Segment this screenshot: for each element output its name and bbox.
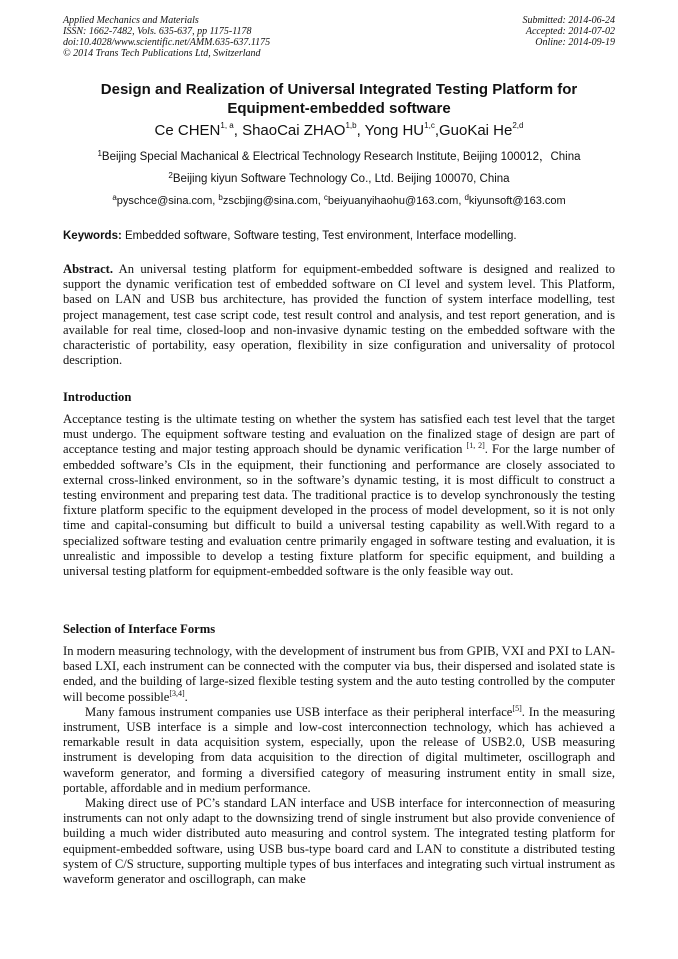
- email-sup: b: [218, 193, 223, 202]
- affiliation-text: Beijing Special Machanical & Electrical Technology Research Institute, Beijing 100012，China: [101, 151, 581, 163]
- author-sup: 2,d: [512, 121, 524, 130]
- paragraph-text: In modern measuring technology, with the development of instrument bus from GPIB, VXI and PXI to LAN-based LXI, each instrument can be connected with the computer via bus, their dispersed and isolated state is ended, and the building of large-sized flexible testing system and the auto testing controlled by the computer will become possible: [63, 644, 615, 704]
- affiliation-1: [63, 150, 615, 164]
- keywords-label: Keywords:: [63, 230, 122, 242]
- journal-issn: ISSN: 1662-7482, Vols. 635-637, pp 1175-1178: [63, 26, 252, 37]
- author-name: Ce CHEN: [154, 122, 221, 139]
- author-name: Yong HU: [364, 122, 425, 139]
- affiliation-sup: 2: [168, 171, 173, 180]
- email-sup: d: [464, 193, 469, 202]
- citation: [1, 2]: [466, 441, 485, 451]
- keywords: [63, 229, 615, 243]
- paragraph-text: . In the measuring instrument, USB interface is a simple and low-cost interconnection technology, which has achieved a remarkable result in data acquisition system, especially, upon the release of USB2.0, USB measuring instrument is developing from data acquisition to the direction of digital multimeter, oscillograph and waveform generator, and forming a diversified category of measuring instrument entity in small size, portable, affordable and in medium performance.: [63, 704, 615, 795]
- email-text: zscbjing@sina.com,: [222, 195, 324, 207]
- paper-title: Design and Realization of Universal Integrated Testing Platform for Equipment-embedded software: [100, 81, 578, 117]
- online-date: Online: 2014-09-19: [535, 37, 615, 48]
- selection-heading: Selection of Interface Forms: [63, 622, 216, 636]
- email-text: pyschce@sina.com,: [116, 195, 219, 207]
- author-sup: 1, a: [220, 121, 234, 130]
- paragraph-text: . For the large number of embedded software’s CIs in the equipment, their functioning and performance are closely associated to external cross-linked environment, so in the software’s dynamic testing, it is most difficult to construct a testing environment and preparing test data. The traditional practice is to develop synchronously the testing fixture platform specific to the equipment developed in the process of model development, so it is not only time and capital-consuming but difficult to build a universal testing capability as well.With regard to a specialized software testing and evaluation centre primarily engaged in software testing and evaluation, it is unrealistic and impossible to develop a testing fixture platform for specific equipment, and building a universal testing platform for equipment-embedded software is the only feasible way out.: [63, 442, 615, 579]
- email-text: kiyunsoft@163.com: [468, 195, 566, 207]
- introduction-heading: Introduction: [63, 390, 132, 404]
- email-sup: a: [112, 193, 117, 202]
- keywords-text: Embedded software, Software testing, Test environment, Interface modelling.: [121, 230, 517, 242]
- author-emails: [63, 194, 615, 208]
- accepted-date: Accepted: 2014-07-02: [525, 26, 615, 37]
- abstract-label: Abstract.: [63, 262, 114, 276]
- author-sup: 1,c: [424, 121, 435, 130]
- author-sup: 1,b: [345, 121, 357, 130]
- email-sup: c: [323, 193, 328, 202]
- abstract: [63, 262, 615, 368]
- abstract-text: An universal testing platform for equipment-embedded software is designed and realized to support the dynamic verification test of embedded software on CI level and system level. This Platform, based on LAN and USB bus architecture, has provided the function of system interface modelling, test project management, test case script code, test result control and analysis, and test report generation, and is available for real time, closed-loop and non-invasive dynamic testing on the embedded software with the characteristic of portability, easy operation, flexibility in size configuration and universality of protocol description.: [63, 262, 615, 368]
- email-text: beiyuanyihaohu@163.com,: [327, 195, 465, 207]
- paragraph: Making direct use of PC’s standard LAN interface and USB interface for interconnection of measuring instruments can not only adapt to the downsizing trend of single instrument but also provide convenience of building a much wider distributed auto measuring and control system. The integrated testing platform for equipment-embedded software, using USB bus-type board card and LAN to constitute a distributed testing system of C/S structure, supporting multiple types of bus interfaces and integrating such virtual instrument as waveform generator and oscillograph, can make: [63, 796, 615, 887]
- citation: [5]: [512, 703, 522, 713]
- introduction-body: [63, 412, 615, 579]
- publication-dates: [523, 15, 616, 48]
- paragraph-text: Acceptance testing is the ultimate testing on whether the system has satisfied each test level that the target must undergo. The equipment software testing and evaluation on the finalized stage of design are part of acceptance testing and major testing approach should be dynamic verification: [63, 412, 615, 457]
- affiliation-sup: 1: [97, 149, 102, 158]
- citation: [3,4]: [169, 688, 185, 698]
- affiliation-2: [63, 172, 615, 186]
- paragraph: [63, 412, 615, 579]
- journal-name: Applied Mechanics and Materials: [63, 15, 199, 26]
- author-list: Ce CHEN$^{1, a}$, ShaoCai ZHAO$^{1,b}$, Yong HU$^{1,c}$,GuoKai He$^{2,d}$: [154, 121, 524, 139]
- journal-info: [63, 15, 270, 59]
- paragraph: [63, 644, 615, 705]
- journal-doi: doi:10.4028/www.scientific.net/AMM.635-637.1175: [63, 37, 271, 48]
- paragraph-text: Many famous instrument companies use USB interface as their peripheral interface: [85, 704, 513, 719]
- submitted-date: Submitted: 2014-06-24: [522, 15, 615, 26]
- paragraph-text: .: [184, 689, 188, 704]
- author-name: GuoKai He: [438, 122, 513, 139]
- paragraph: [63, 705, 615, 796]
- journal-copyright: © 2014 Trans Tech Publications Ltd, Switzerland: [63, 48, 261, 59]
- affiliation-text: Beijing kiyun Software Technology Co., Ltd. Beijing 100070, China: [172, 173, 510, 185]
- selection-body: [63, 644, 615, 887]
- author-name: ShaoCai ZHAO: [242, 122, 346, 139]
